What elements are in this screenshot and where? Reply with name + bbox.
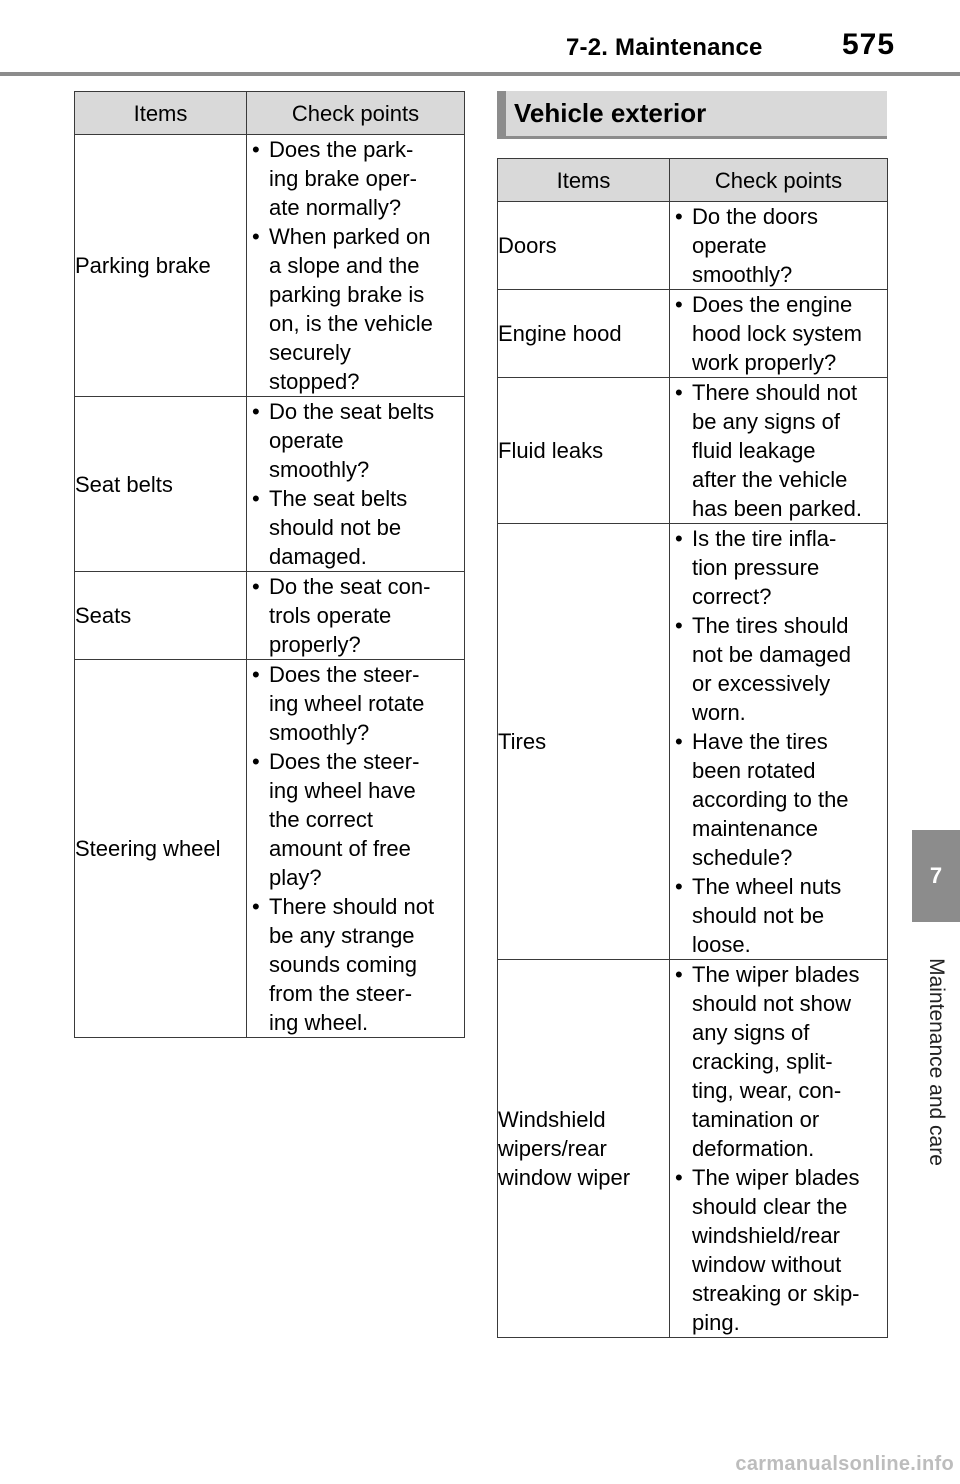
table-row bbox=[498, 290, 888, 378]
check-points-list bbox=[670, 378, 887, 523]
table-row bbox=[75, 660, 465, 1038]
column-header-check-points: Check points bbox=[670, 159, 888, 202]
item-label: Windshield wipers/rear window wiper bbox=[498, 1107, 631, 1190]
check-points-list bbox=[247, 572, 464, 659]
chapter-label: Maintenance and care bbox=[925, 958, 948, 1166]
item-cell bbox=[498, 378, 670, 524]
column-header-items: Items bbox=[75, 92, 247, 135]
item-label: Engine hood bbox=[498, 321, 622, 346]
column-header-items: Items bbox=[498, 159, 670, 202]
check-points-cell bbox=[247, 397, 465, 572]
check-point: • Do the doors operate smoothly? bbox=[670, 202, 887, 289]
section-heading-text: Vehicle exterior bbox=[514, 98, 707, 128]
section-heading-vehicle-exterior bbox=[497, 91, 887, 139]
item-label: Parking brake bbox=[75, 253, 211, 278]
check-point: • Do the seat belts operate smoothly? bbox=[247, 397, 464, 484]
check-point: • Does the engine hood lock system work properly? bbox=[670, 290, 887, 377]
table-row bbox=[75, 135, 465, 397]
item-label: Steering wheel bbox=[75, 836, 221, 861]
item-cell bbox=[75, 572, 247, 660]
item-cell bbox=[498, 202, 670, 290]
table-row bbox=[75, 397, 465, 572]
check-point: • There should not be any strange sounds coming from the steer- ing wheel. bbox=[247, 892, 464, 1037]
check-points-cell bbox=[670, 290, 888, 378]
item-cell bbox=[498, 524, 670, 960]
check-point: • The seat belts should not be damaged. bbox=[247, 484, 464, 571]
check-points-list bbox=[247, 660, 464, 1037]
check-point: • Do the seat con- trols operate properly? bbox=[247, 572, 464, 659]
table-header-row bbox=[75, 92, 465, 135]
check-points-list bbox=[670, 960, 887, 1337]
item-label: Tires bbox=[498, 729, 547, 754]
check-point: • The wiper blades should clear the windshield/rear window without streaking or skip- ping. bbox=[670, 1163, 887, 1337]
check-point: • When parked on a slope and the parking brake is on, is the vehicle securely stopped? bbox=[247, 222, 464, 396]
watermark: carmanualsonline.info bbox=[735, 1453, 954, 1475]
check-point: • There should not be any signs of fluid leakage after the vehicle has been parked. bbox=[670, 378, 887, 523]
item-label: Doors bbox=[498, 233, 557, 258]
check-point: • The wheel nuts should not be loose. bbox=[670, 872, 887, 959]
header-divider bbox=[0, 72, 960, 76]
check-points-list bbox=[670, 524, 887, 959]
table-row bbox=[75, 572, 465, 660]
table-row bbox=[498, 378, 888, 524]
table-header-row bbox=[498, 159, 888, 202]
check-points-list bbox=[670, 202, 887, 289]
check-points-list bbox=[670, 290, 887, 377]
check-points-cell bbox=[670, 378, 888, 524]
item-cell bbox=[75, 660, 247, 1038]
exterior-check-table bbox=[497, 158, 888, 1338]
section-title: 7-2. Maintenance bbox=[566, 34, 763, 61]
check-point: • Is the tire infla- tion pressure correct? bbox=[670, 524, 887, 611]
check-points-list bbox=[247, 135, 464, 396]
check-point: • Does the park- ing brake oper- ate normally? bbox=[247, 135, 464, 222]
check-point: • Have the tires been rotated according to the maintenance schedule? bbox=[670, 727, 887, 872]
table-row bbox=[498, 524, 888, 960]
item-cell bbox=[75, 397, 247, 572]
check-point: • The wiper blades should not show any signs of cracking, split- ting, wear, con- tamination or deformation. bbox=[670, 960, 887, 1163]
chapter-tab bbox=[912, 830, 960, 922]
item-label: Fluid leaks bbox=[498, 438, 604, 463]
item-cell bbox=[498, 290, 670, 378]
page-number: 575 bbox=[842, 28, 896, 61]
check-points-cell bbox=[247, 660, 465, 1038]
table-row bbox=[498, 960, 888, 1338]
check-points-cell bbox=[247, 135, 465, 397]
check-point: • Does the steer- ing wheel have the correct amount of free play? bbox=[247, 747, 464, 892]
check-point: • Does the steer- ing wheel rotate smoothly? bbox=[247, 660, 464, 747]
item-label: Seats bbox=[75, 603, 132, 628]
table-row bbox=[498, 202, 888, 290]
item-label: Seat belts bbox=[75, 471, 173, 497]
check-points-cell bbox=[670, 960, 888, 1338]
interior-check-table bbox=[74, 91, 465, 1038]
check-points-cell bbox=[247, 572, 465, 660]
check-points-cell bbox=[670, 202, 888, 290]
chapter-number: 7 bbox=[929, 863, 943, 888]
column-header-check-points: Check points bbox=[247, 92, 465, 135]
check-points-cell bbox=[670, 524, 888, 960]
item-cell bbox=[75, 135, 247, 397]
check-points-list bbox=[247, 397, 464, 571]
check-point: • The tires should not be damaged or excessively worn. bbox=[670, 611, 887, 727]
item-cell bbox=[498, 960, 670, 1338]
